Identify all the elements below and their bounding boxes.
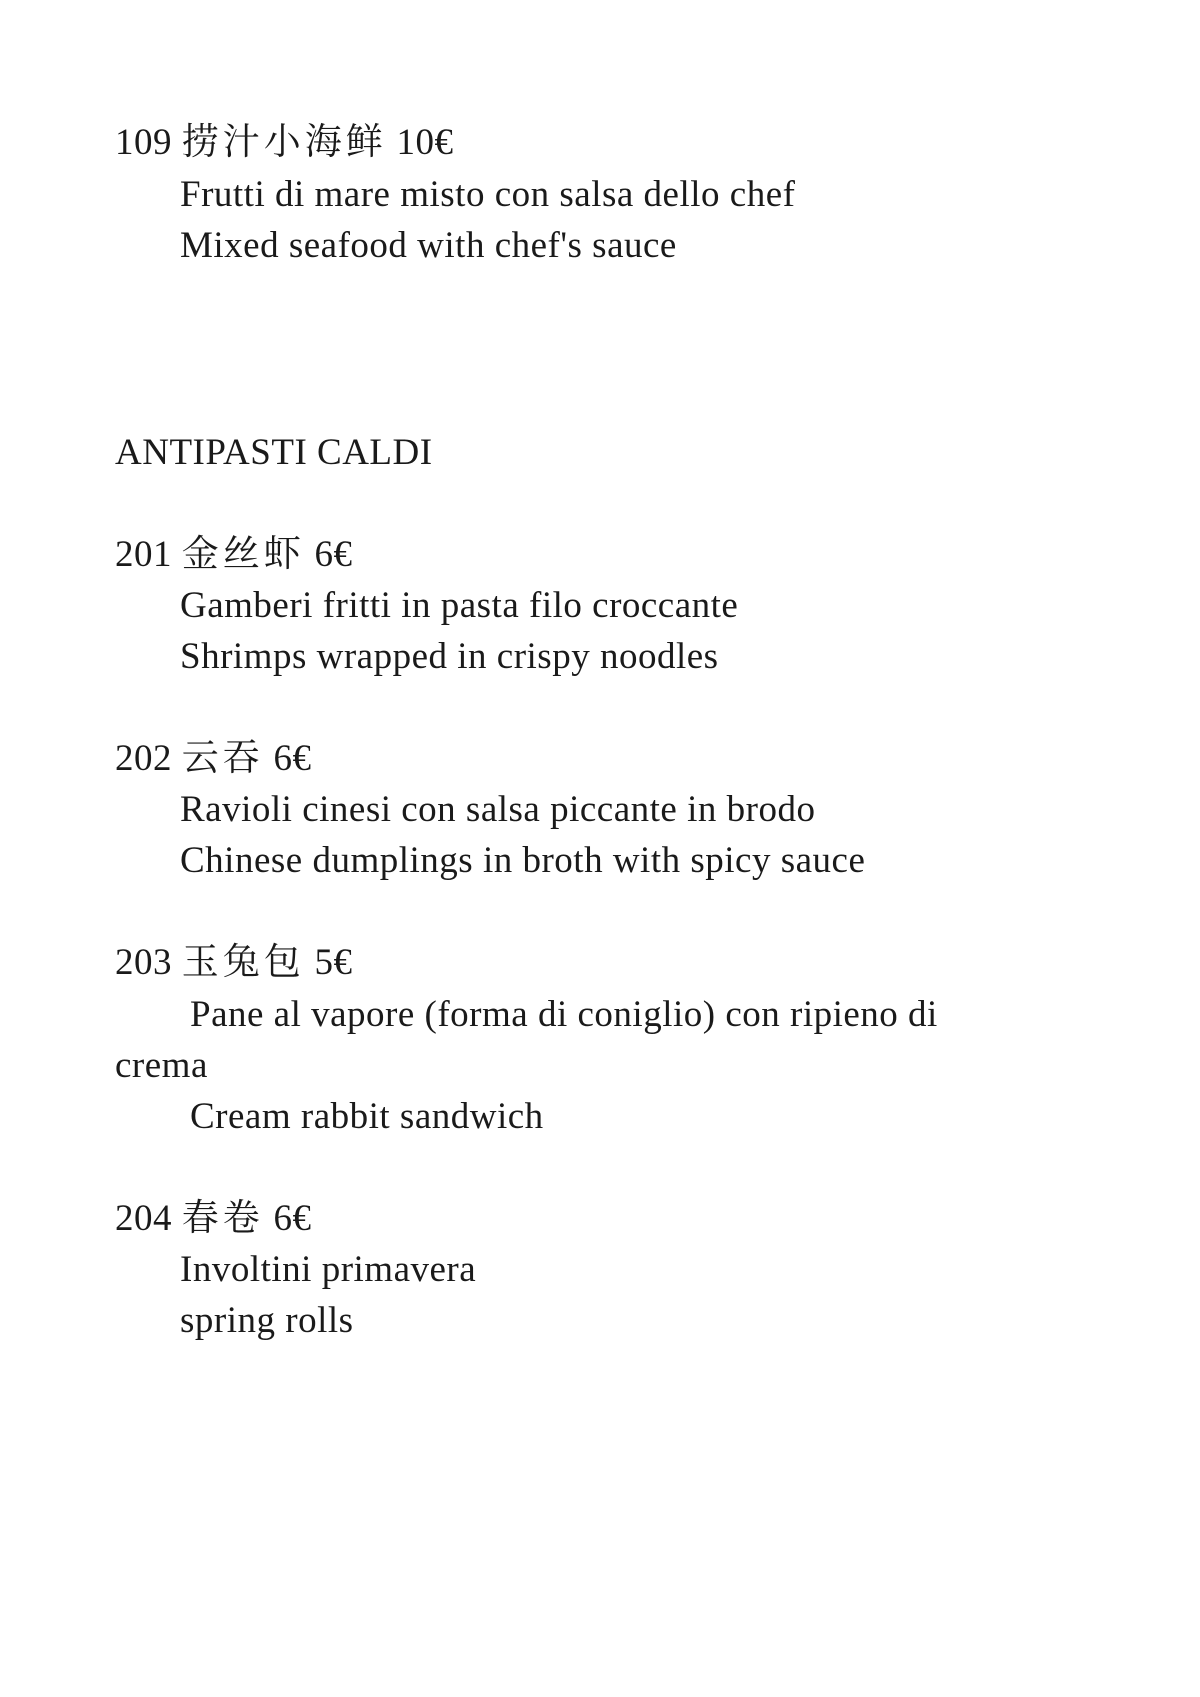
item-chinese-name: 捞汁小海鲜 [181, 122, 387, 163]
menu-item-109-heading [115, 118, 454, 168]
menu-item-202-italian: Ravioli cinesi con salsa piccante in brodo [180, 789, 816, 830]
item-price: 6€ [273, 1198, 312, 1239]
item-number: 109 [115, 122, 172, 163]
menu-item-203-italian-line1: Pane al vapore (forma di coniglio) con ripieno di [190, 994, 938, 1035]
item-number: 203 [115, 942, 172, 983]
menu-item-204-heading [115, 1194, 312, 1244]
menu-item-202-heading [115, 734, 312, 784]
item-price: 10€ [396, 122, 454, 163]
item-number: 202 [115, 738, 172, 779]
menu-item-203-heading [115, 938, 353, 988]
menu-item-201-italian: Gamberi fritti in pasta filo croccante [180, 585, 739, 626]
menu-item-203-italian-line2: crema [115, 1045, 208, 1086]
item-chinese-name: 金丝虾 [181, 534, 305, 575]
item-price: 5€ [314, 942, 353, 983]
item-price: 6€ [273, 738, 312, 779]
item-price: 6€ [314, 534, 353, 575]
menu-item-203-english: Cream rabbit sandwich [190, 1096, 544, 1137]
menu-item-202-english: Chinese dumplings in broth with spicy sauce [180, 840, 866, 881]
item-chinese-name: 云吞 [181, 738, 264, 779]
menu-item-201-english: Shrimps wrapped in crispy noodles [180, 636, 719, 677]
item-number: 204 [115, 1198, 172, 1239]
menu-item-201-heading [115, 530, 353, 580]
item-chinese-name: 玉兔包 [181, 942, 305, 983]
menu-item-204-english: spring rolls [180, 1300, 354, 1341]
section-title: ANTIPASTI CALDI [115, 432, 433, 473]
menu-item-109-english: Mixed seafood with chef's sauce [180, 225, 677, 266]
item-number: 201 [115, 534, 172, 575]
menu-item-109-italian: Frutti di mare misto con salsa dello chef [180, 174, 796, 215]
menu-item-204-italian: Involtini primavera [180, 1249, 477, 1290]
item-chinese-name: 春卷 [181, 1198, 264, 1239]
